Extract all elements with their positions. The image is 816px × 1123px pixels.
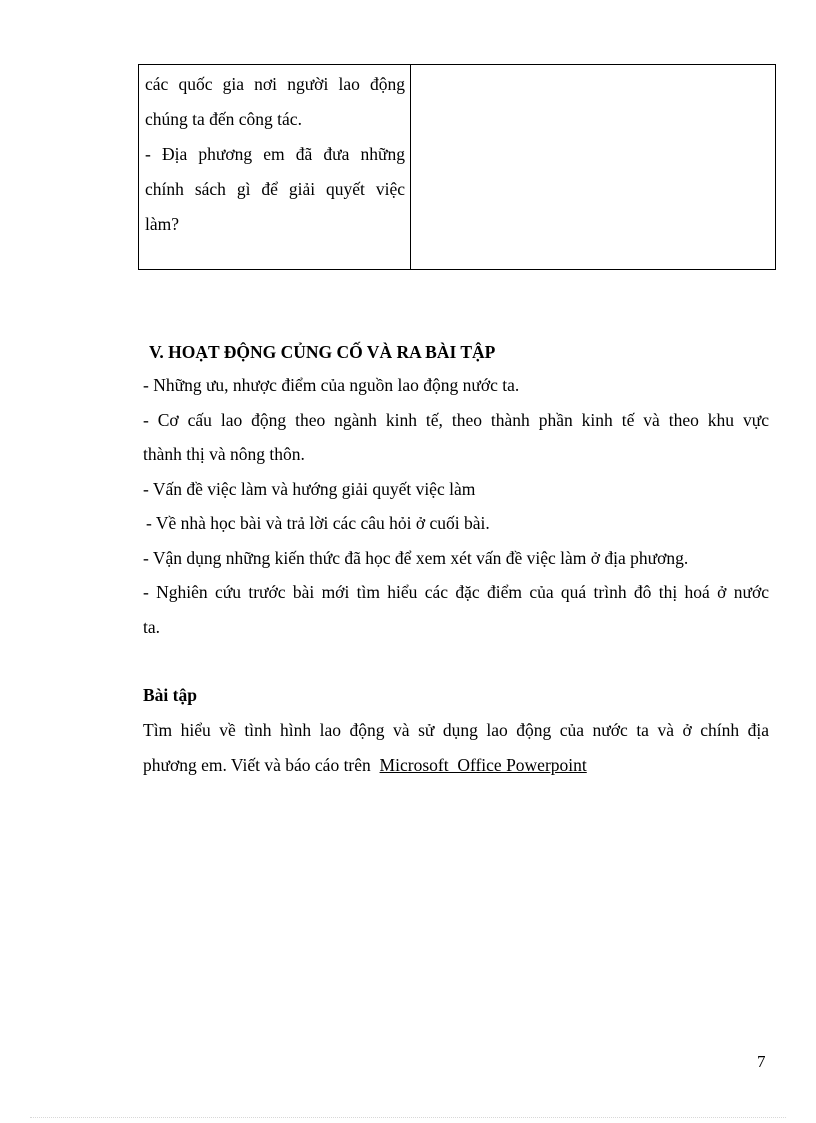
exercise-text: phương em. Viết và báo cáo trên bbox=[143, 755, 380, 775]
table-cell-right bbox=[411, 65, 775, 269]
section-item: thành thị và nông thôn. bbox=[143, 444, 305, 464]
section-item: - Cơ cấu lao động theo ngành kinh tế, theo thành phần kinh tế và theo khu vực bbox=[143, 409, 769, 430]
section-item: - Vấn đề việc làm và hướng giải quyết việc làm bbox=[143, 478, 476, 499]
exercise-section bbox=[143, 677, 769, 783]
section-item: - Những ưu, nhược điểm của nguồn lao động nước ta. bbox=[143, 375, 520, 395]
section-item: - Vận dụng những kiến thức đã học để xem xét vấn đề việc làm ở địa phương. bbox=[143, 547, 689, 568]
section-item: - Về nhà học bài và trả lời các câu hỏi ở cuối bài. bbox=[146, 513, 490, 533]
powerpoint-link[interactable]: Microsoft Office Powerpoint bbox=[379, 755, 587, 775]
page-bottom-divider bbox=[30, 1117, 786, 1118]
consolidation-section bbox=[143, 336, 769, 644]
table-line: chính sách gì để giải quyết việc bbox=[145, 179, 405, 199]
table-line: - Địa phương em đã đưa những bbox=[145, 144, 405, 164]
discussion-table bbox=[138, 64, 776, 270]
table-cell-left bbox=[139, 65, 411, 269]
table-line: các quốc gia nơi người lao động bbox=[145, 74, 405, 94]
table-line: chúng ta đến công tác. bbox=[145, 109, 302, 129]
table-line: làm? bbox=[145, 214, 180, 234]
exercise-line bbox=[143, 748, 769, 783]
exercise-heading: Bài tập bbox=[143, 685, 197, 705]
section-heading: V. HOẠT ĐỘNG CỦNG CỐ VÀ RA BÀI TẬP bbox=[149, 342, 496, 362]
exercise-line: Tìm hiểu về tình hình lao động và sử dụng lao động của nước ta và ở chính địa bbox=[143, 720, 769, 740]
section-item: ta. bbox=[143, 616, 161, 637]
page-number: 7 bbox=[757, 1052, 766, 1071]
section-item: - Nghiên cứu trước bài mới tìm hiểu các đặc điểm của quá trình đô thị hoá ở nước bbox=[143, 582, 769, 602]
